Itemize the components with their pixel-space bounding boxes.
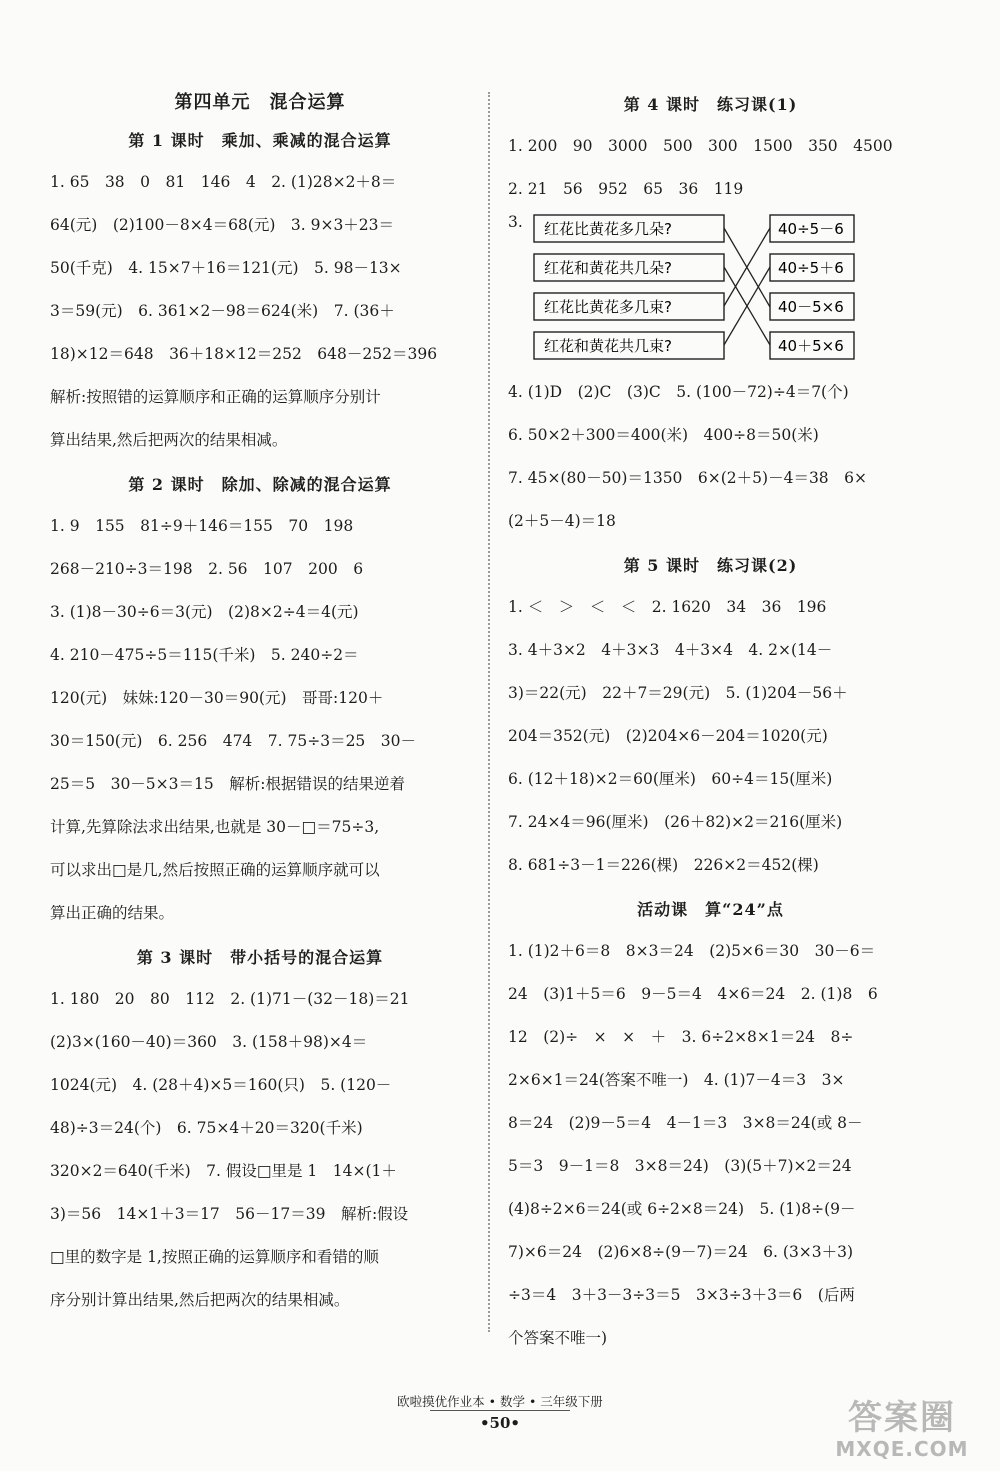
right-column [508,80,913,1360]
column-divider [488,92,490,1332]
answer-line: 4. 210－475÷5＝115(千米) 5. 240÷2＝ [50,646,359,664]
answer-line: 1. 200 90 3000 500 300 1500 350 4500 [508,137,893,155]
answer-line: 算出正确的结果。 [50,904,175,922]
answer-line: 12 (2)÷ × × ＋ 3. 6÷2×8×1＝24 8÷ [508,1028,854,1046]
answer-text: 40－5×6 [778,298,844,316]
question-text: 红花比黄花多几朵? [544,220,672,238]
answer-line: 48)÷3＝24(个) 6. 75×4＋20＝320(千米) [50,1119,363,1137]
answer-line: 6. 50×2＋300＝400(米) 400÷8＝50(米) [508,426,819,444]
answer-line: 25＝5 30－5×3＝15 解析:根据错误的结果逆着 [50,775,405,793]
matching-diagram [532,211,862,366]
question-box [534,254,724,281]
lesson-5-answers [508,586,913,887]
answer-line: 7. 45×(80－50)＝1350 6×(2＋5)－4＝38 6× [508,469,868,487]
lesson-2-answers [50,505,470,935]
question-text: 红花和黄花共几束? [544,337,672,355]
answer-line: 18)×12＝648 36＋18×12＝252 648－252＝396 [50,345,438,363]
watermark-url: MXQE.COM [835,1437,969,1461]
answer-line: 204＝352(元) (2)204×6－204＝1020(元) [508,727,828,745]
answer-text: 40÷5－6 [778,220,844,238]
page-number: •50• [479,1414,521,1432]
answer-line: 3)＝56 14×1＋3＝17 56－17＝39 解析:假设 [50,1205,409,1223]
answer-line: 1. ＜ ＞ ＜ ＜ 2. 1620 34 36 196 [508,598,827,616]
answer-line: 120(元) 妹妹:120－30＝90(元) 哥哥:120＋ [50,689,384,707]
answer-line: 7. 24×4＝96(厘米) (26＋82)×2＝216(厘米) [508,813,843,831]
answer-line: (2＋5－4)＝18 [508,512,616,530]
lesson-4-answers [508,125,913,543]
answer-line: (4)8÷2×6＝24(或 6÷2×8＝24) 5. (1)8÷(9－ [508,1200,856,1218]
answer-line: 2. 21 56 952 65 36 119 [508,180,744,198]
answer-line: 个答案不唯一) [508,1329,608,1347]
answer-line: 8. 681÷3－1＝226(棵) 226×2＝452(棵) [508,856,819,874]
answer-line: 1. 9 155 81÷9＋146＝155 70 198 [50,517,354,535]
answer-line: 3. (1)8－30÷6＝3(元) (2)8×2÷4＝4(元) [50,603,359,621]
answer-line: 5＝3 9－1＝8 3×8＝24) (3)(5＋7)×2＝24 [508,1157,852,1175]
answer-line: 2×6×1＝24(答案不唯一) 4. (1)7－4＝3 3× [508,1071,845,1089]
answer-line: 50(千克) 4. 15×7＋16＝121(元) 5. 98－13× [50,259,402,277]
lesson-1-title: 第 1 课时 乘加、乘减的混合运算 [128,131,392,150]
answer-line: 1024(元) 4. (28＋4)×5＝160(只) 5. (120－ [50,1076,392,1094]
lesson-3-title: 第 3 课时 带小括号的混合运算 [136,948,384,967]
activity-answers [508,930,913,1360]
matching-number: 3. [508,213,523,231]
unit-title: 第四单元 混合运算 [174,92,346,113]
left-column [50,80,470,1322]
answer-line: 算出结果,然后把两次的结果相减。 [50,431,288,449]
answer-box [770,254,854,281]
answer-line: ÷3＝4 3＋3－3÷3＝5 3×3÷3＋3＝6 (后两 [508,1286,855,1304]
answer-line: 1. (1)2＋6＝8 8×3＝24 (2)5×6＝30 30－6＝ [508,942,876,960]
lesson-5-title: 第 5 课时 练习课(2) [623,556,798,575]
answer-line: 3. 4＋3×2 4＋3×3 4＋3×4 4. 2×(14－ [508,641,833,659]
question-text: 红花和黄花共几朵? [544,259,672,277]
answer-line: 8＝24 (2)9－5＝4 4－1＝3 3×8＝24(或 8－ [508,1114,863,1132]
watermark-text: 答案圈 [848,1398,956,1438]
answer-line: 64(元) (2)100－8×4＝68(元) 3. 9×3＋23＝ [50,216,395,234]
answer-box [770,293,854,320]
book-title: 欧啦摸优作业本 • 数学 • 三年级下册 [397,1394,603,1409]
answer-line: 1. 180 20 80 112 2. (1)71－(32－18)＝21 [50,990,410,1008]
footer-rule [430,1410,570,1411]
answer-line: 7)×6＝24 (2)6×8÷(9－7)＝24 6. (3×3＋3) [508,1243,854,1261]
answer-text: 40＋5×6 [778,337,844,355]
answer-line: 268－210÷3＝198 2. 56 107 200 6 [50,560,364,578]
lesson-4-title: 第 4 课时 练习课(1) [623,95,798,114]
answer-line: □里的数字是 1,按照正确的运算顺序和看错的顺 [50,1248,379,1266]
answer-line: 解析:按照错的运算顺序和正确的运算顺序分别计 [50,388,381,406]
lesson-1-answers [50,161,470,462]
answer-line: 6. (12＋18)×2＝60(厘米) 60÷4＝15(厘米) [508,770,833,788]
question-box [534,332,724,359]
question-text: 红花比黄花多几束? [544,298,672,316]
answer-box [770,332,854,359]
answer-line: 320×2＝640(千米) 7. 假设□里是 1 14×(1＋ [50,1162,397,1180]
lesson-3-answers [50,978,470,1322]
answer-line: 1. 65 38 0 81 146 4 2. (1)28×2＋8＝ [50,173,397,191]
answer-line: (2)3×(160－40)＝360 3. (158＋98)×4＝ [50,1033,368,1051]
answer-line: 计算,先算除法求出结果,也就是 30－□＝75÷3, [50,818,380,836]
lesson-2-title: 第 2 课时 除加、除减的混合运算 [128,475,392,494]
matching-exercise [508,211,913,371]
answer-line: 24 (3)1＋5＝6 9－5＝4 4×6＝24 2. (1)8 6 [508,985,878,1003]
answer-text: 40÷5＋6 [778,259,844,277]
answer-line: 3)＝22(元) 22＋7＝29(元) 5. (1)204－56＋ [508,684,848,702]
answer-line: 3＝59(元) 6. 361×2－98＝624(米) 7. (36＋ [50,302,395,320]
activity-title: 活动课 算“24”点 [637,900,784,919]
question-box [534,293,724,320]
answer-line: 30＝150(元) 6. 256 474 7. 75÷3＝25 30－ [50,732,417,750]
answer-box [770,215,854,242]
question-box [534,215,724,242]
answer-line: 4. (1)D (2)C (3)C 5. (100－72)÷4＝7(个) [508,383,849,401]
answer-line: 可以求出□是几,然后按照正确的运算顺序就可以 [50,861,380,879]
answer-line: 序分别计算出结果,然后把两次的结果相减。 [50,1291,350,1309]
watermark [822,1398,982,1460]
